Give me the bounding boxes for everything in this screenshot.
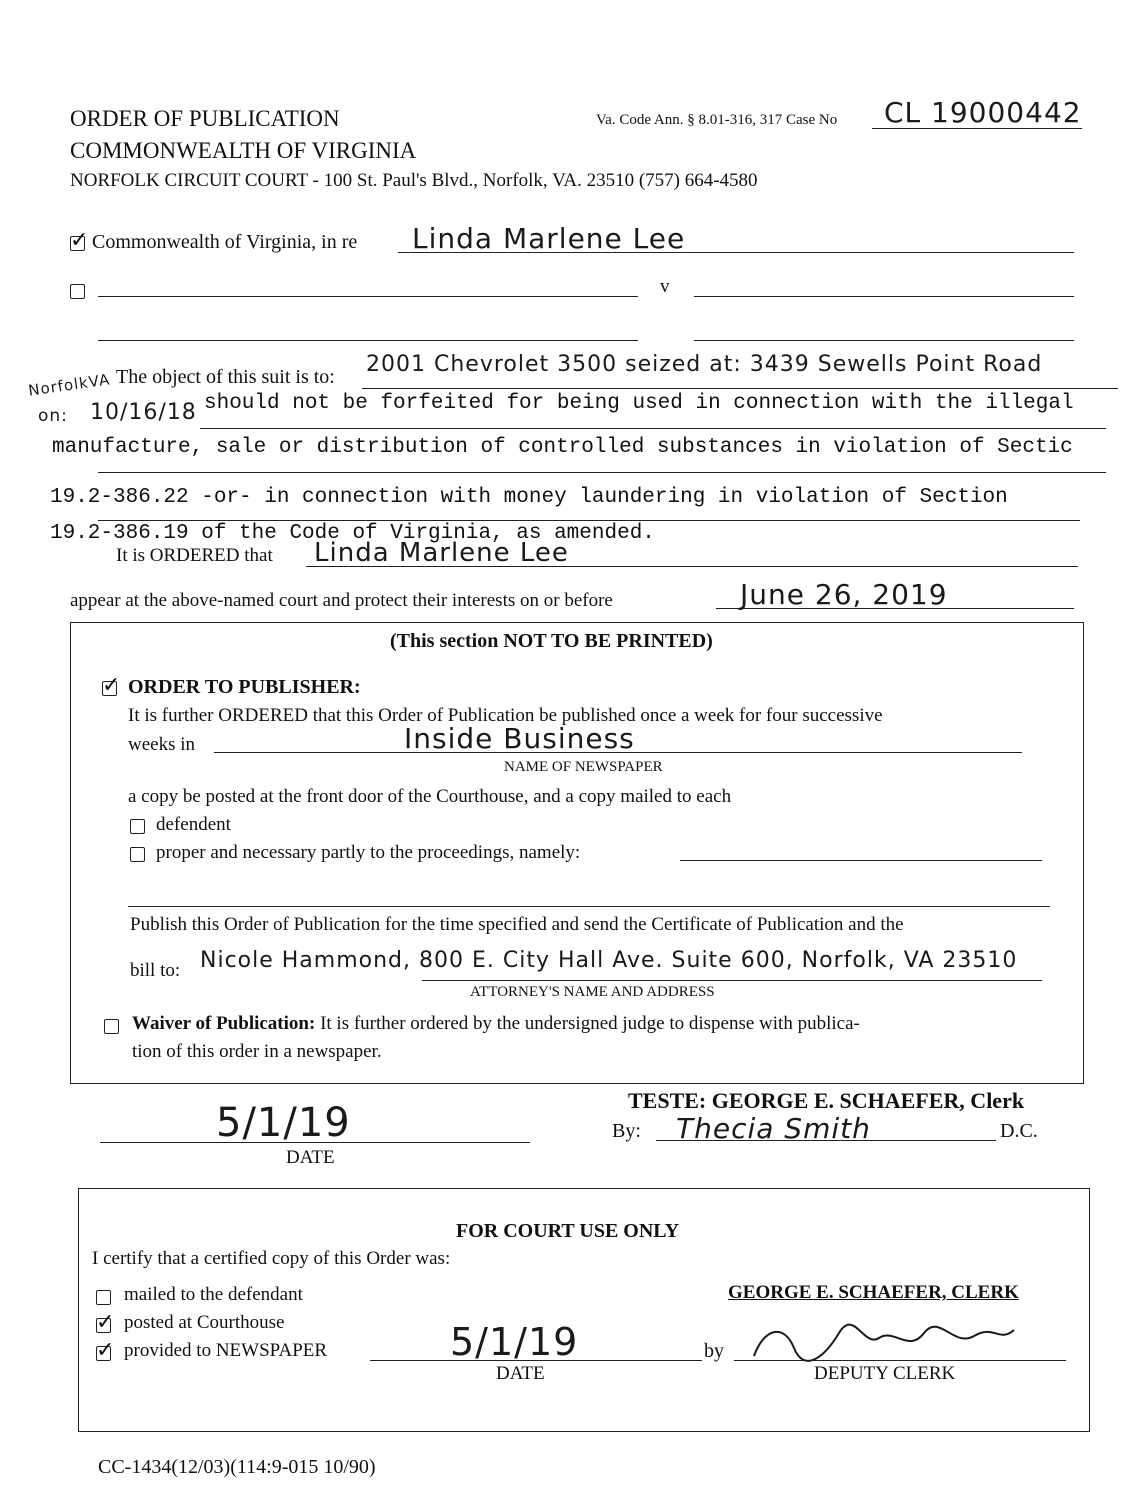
order-to-publisher-checkbox[interactable] <box>102 681 117 696</box>
not-printed-heading: (This section NOT TO BE PRINTED) <box>390 630 713 652</box>
by-label: By: <box>612 1120 641 1142</box>
object-label: The object of this suit is to: <box>116 366 335 388</box>
versus-checkbox[interactable] <box>70 284 85 299</box>
code-reference: Va. Code Ann. § 8.01-316, 317 Case No <box>596 112 838 128</box>
commonwealth-checkbox[interactable] <box>70 236 85 251</box>
court-use-clerk: GEORGE E. SCHAEFER, CLERK <box>728 1282 1019 1303</box>
waiver-text <box>132 1013 860 1035</box>
attorney-name-address: Nicole Hammond, 800 E. City Hall Ave. Suite 600, Norfolk, VA 23510 <box>200 948 1018 973</box>
deputy-clerk-signature <box>744 1318 1024 1368</box>
case-number: CL 19000442 <box>884 96 1082 129</box>
clerk-signature: Thecia Smith <box>676 1112 871 1145</box>
commonwealth-label: Commonwealth of Virginia, in re <box>92 231 358 253</box>
court-use-heading: FOR COURT USE ONLY <box>456 1220 680 1242</box>
defendent-checkbox[interactable] <box>130 819 145 834</box>
attorney-caption: ATTORNEY'S NAME AND ADDRESS <box>470 984 715 1000</box>
object-typed-line2: manufacture, sale or distribution of controlled substances in violation of Sectic <box>52 436 1073 459</box>
form-number: CC-1434(12/03)(114:9-015 10/90) <box>98 1456 376 1478</box>
object-handwritten: 2001 Chevrolet 3500 seized at: 3439 Sewells Point Road <box>366 352 1043 377</box>
mailed-label: mailed to the defendant <box>124 1284 303 1305</box>
waiver-text-cont: tion of this order in a newspaper. <box>132 1041 382 1062</box>
waiver-heading: Waiver of Publication: <box>132 1013 316 1034</box>
posted-checkbox[interactable] <box>96 1318 111 1333</box>
waiver-checkbox[interactable] <box>104 1019 119 1034</box>
form-title: ORDER OF PUBLICATION <box>70 106 340 131</box>
certify-text: I certify that a certified copy of this Order was: <box>92 1248 451 1269</box>
posted-label: posted at Courthouse <box>124 1312 285 1333</box>
court-use-by: by <box>704 1340 724 1362</box>
proper-party-checkbox[interactable] <box>130 847 145 862</box>
proper-party-label: proper and necessary partly to the proceedings, namely: <box>156 842 581 863</box>
margin-note-location: NorfolkVA <box>27 370 112 400</box>
in-re-name: Linda Marlene Lee <box>412 222 686 255</box>
court-use-date: 5/1/19 <box>450 1320 579 1364</box>
order-date: 5/1/19 <box>216 1100 351 1146</box>
seizure-date: 10/16/18 <box>90 400 197 425</box>
object-typed-line3: 19.2-386.22 -or- in connection with money laundering in violation of Section <box>50 486 1008 509</box>
order-to-publisher-heading: ORDER TO PUBLISHER: <box>128 676 361 698</box>
bill-to-label: bill to: <box>130 960 181 981</box>
weeks-in-label: weeks in <box>128 734 196 755</box>
provided-checkbox[interactable] <box>96 1346 111 1361</box>
ordered-label: It is ORDERED that <box>116 545 273 566</box>
waiver-body: It is further ordered by the undersigned judge to dispense with publica- <box>320 1013 860 1034</box>
ordered-name: Linda Marlene Lee <box>314 538 569 568</box>
court-use-date-caption: DATE <box>496 1363 545 1384</box>
deputy-clerk-abbr: D.C. <box>1000 1120 1038 1142</box>
defendent-label: defendent <box>156 814 231 835</box>
appear-date: June 26, 2019 <box>740 578 948 611</box>
newspaper-caption: NAME OF NEWSPAPER <box>504 759 663 775</box>
newspaper-name: Inside Business <box>404 722 635 755</box>
mailed-checkbox[interactable] <box>96 1290 111 1305</box>
object-typed-line4: 19.2-386.19 of the Code of Virginia, as amended. <box>50 522 655 545</box>
form-subtitle: COMMONWEALTH OF VIRGINIA <box>70 138 417 163</box>
teste-clerk: TESTE: GEORGE E. SCHAEFER, Clerk <box>628 1088 1025 1113</box>
deputy-clerk-caption: DEPUTY CLERK <box>814 1363 956 1384</box>
appear-text: appear at the above-named court and protect their interests on or before <box>70 590 613 611</box>
order-date-caption: DATE <box>286 1147 335 1168</box>
margin-note-on: on: <box>38 406 68 426</box>
court-address: NORFOLK CIRCUIT COURT - 100 St. Paul's Blvd., Norfolk, VA. 23510 (757) 664-4580 <box>70 170 758 191</box>
publish-instruction: It is further ORDERED that this Order of Publication be published once a week for four successive <box>128 705 883 726</box>
copy-posted-text: a copy be posted at the front door of the Courthouse, and a copy mailed to each <box>128 786 732 807</box>
publish-certificate-text: Publish this Order of Publication for the time specified and send the Certificate of Publication and the <box>130 914 904 935</box>
object-typed-line1: should not be forfeited for being used in connection with the illegal <box>204 392 1074 415</box>
versus-label: v <box>660 276 670 297</box>
provided-label: provided to NEWSPAPER <box>124 1340 328 1361</box>
